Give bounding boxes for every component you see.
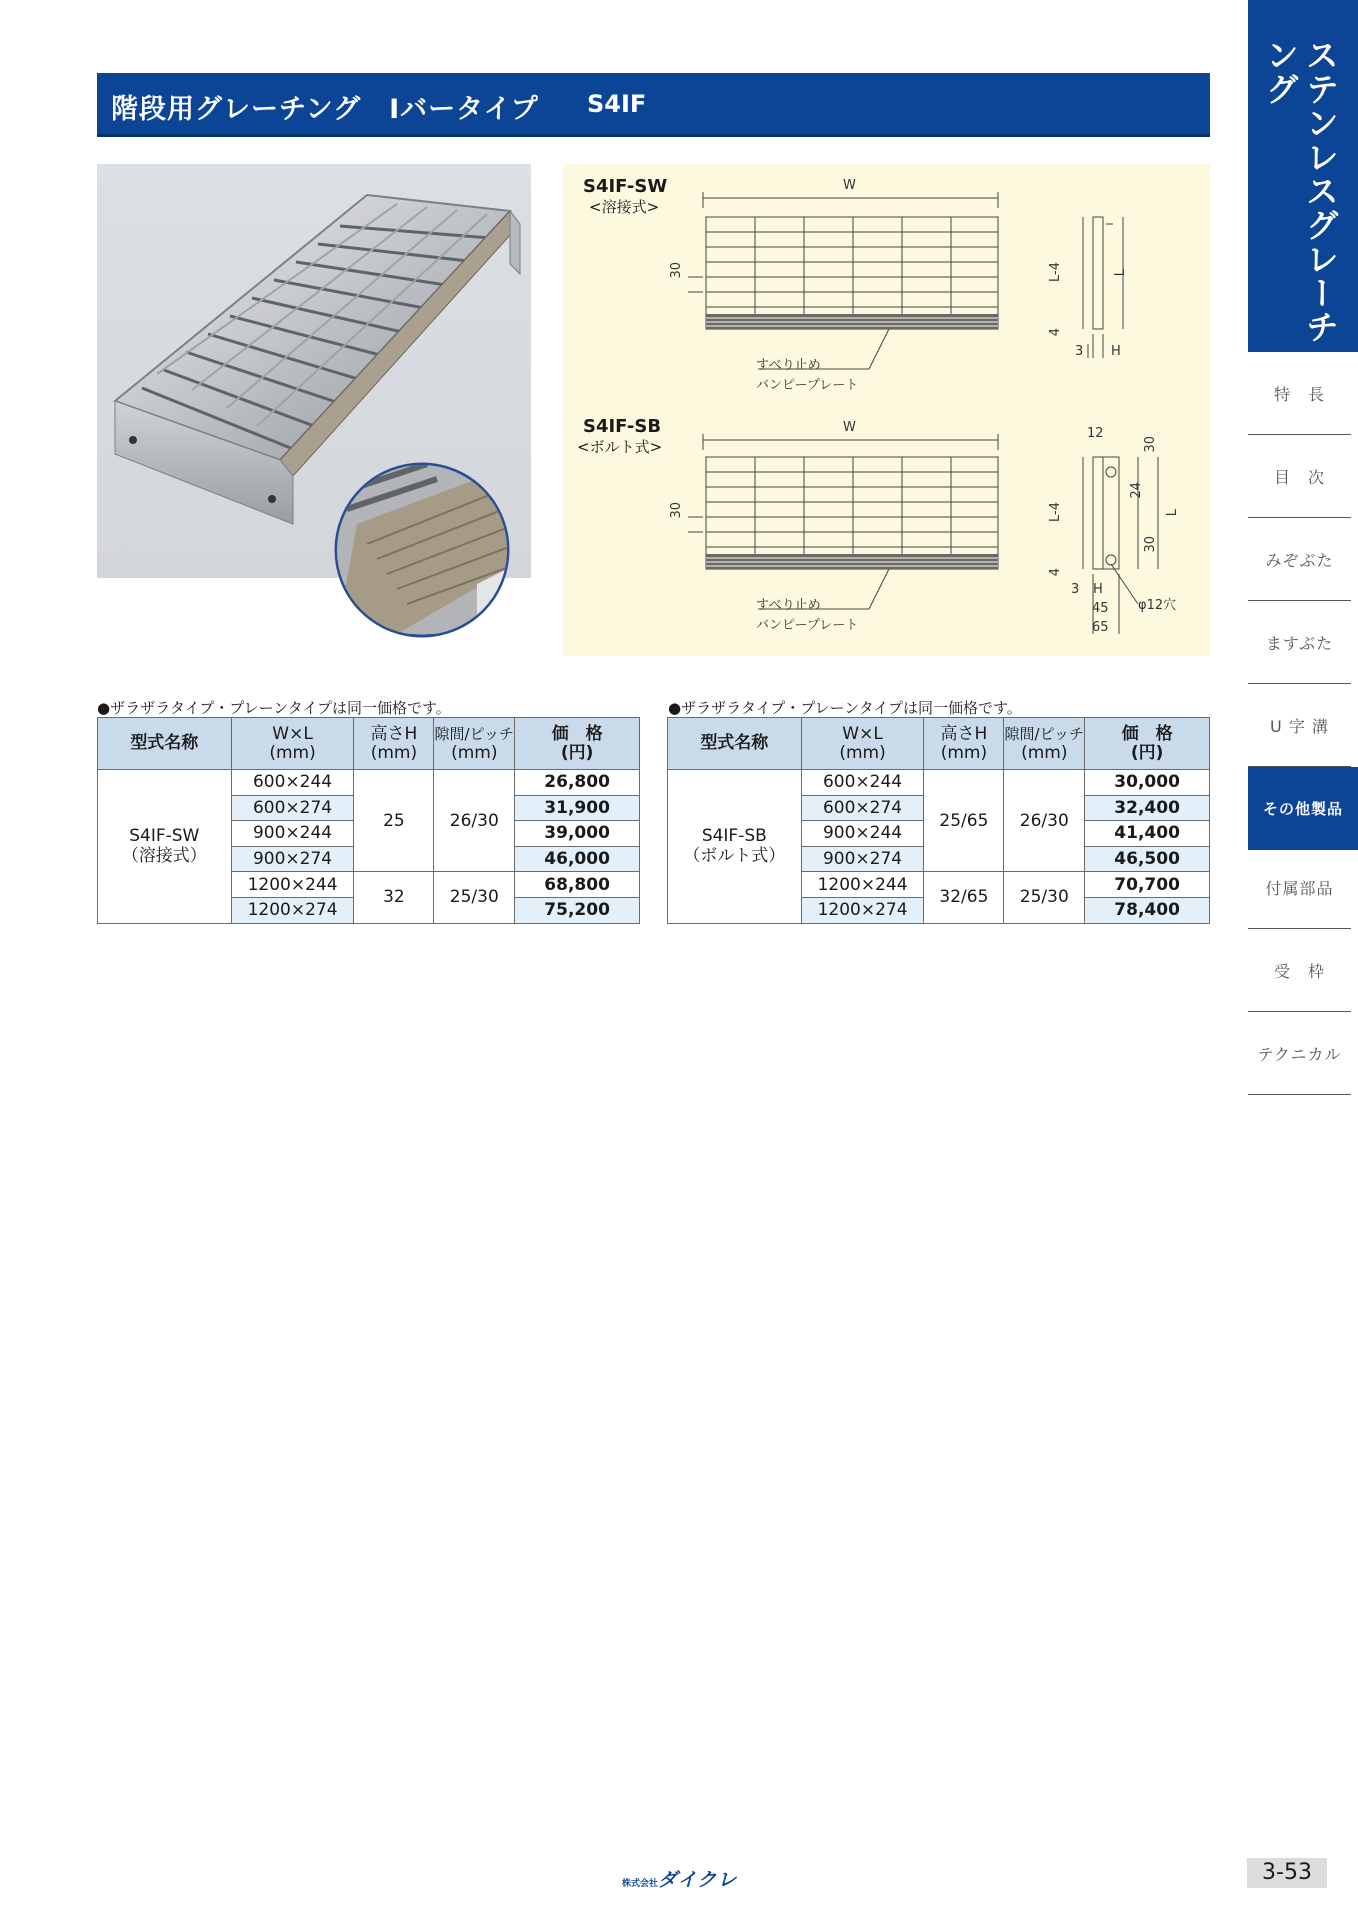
size-cell: 900×244 <box>801 821 924 847</box>
pitch-cell: 25/30 <box>434 872 515 923</box>
model-name-sw: S4IF-SW （溶接式） <box>98 770 232 924</box>
price-table-sw <box>97 717 640 924</box>
sidebar-category-label: ステンレスグレーチング <box>1261 38 1340 344</box>
header-height: 高さH (mm) <box>924 718 1004 770</box>
dim-l4-sw: L-4 <box>1048 262 1063 282</box>
logo-name: ダイクレ <box>658 1869 738 1891</box>
dim-30a-sb: 30 <box>1143 436 1158 453</box>
table-row <box>98 770 640 796</box>
sidebar-item-basin-cover[interactable]: ますぶた <box>1248 601 1351 684</box>
dim-30-sw: 30 <box>669 262 684 279</box>
grating-illustration <box>97 164 637 664</box>
price-note-sb: ●ザラザラタイプ・プレーンタイプは同一価格です。 <box>668 699 1022 717</box>
size-cell: 900×274 <box>801 846 924 872</box>
sidebar-item-frames[interactable]: 受 枠 <box>1248 929 1351 1012</box>
header-pitch: 隙間/ピッチ (mm) <box>1004 718 1085 770</box>
label-bumpy-plate-sw: バンピープレート <box>756 378 859 393</box>
price-table-sb <box>667 717 1210 924</box>
sidebar-category-tab[interactable] <box>1248 0 1358 352</box>
dim-l-sw: L <box>1113 269 1128 277</box>
price-cell: 68,800 <box>515 872 640 898</box>
header-model: 型式名称 <box>98 718 232 770</box>
price-cell: 46,000 <box>515 846 640 872</box>
pitch-cell: 26/30 <box>434 770 515 872</box>
dim-12-sb: 12 <box>1087 426 1104 441</box>
page-number: 3-53 <box>1247 1858 1327 1888</box>
sidebar-item-gutter-cover[interactable]: みぞぶた <box>1248 518 1351 601</box>
sidebar-item-technical[interactable]: テクニカル <box>1248 1012 1351 1095</box>
header-height: 高さH (mm) <box>354 718 434 770</box>
dim-l4-sb: L-4 <box>1048 502 1063 522</box>
price-cell: 75,200 <box>515 897 640 923</box>
pitch-cell: 25/30 <box>1004 872 1085 923</box>
sidebar-item-other-products[interactable]: その他製品 <box>1248 767 1358 850</box>
price-cell: 70,700 <box>1085 872 1210 898</box>
price-cell: 39,000 <box>515 821 640 847</box>
table-row <box>668 770 1210 796</box>
price-cell: 26,800 <box>515 770 640 796</box>
page-title: 階段用グレーチング Iバータイプ <box>111 94 539 125</box>
height-cell: 25 <box>354 770 434 872</box>
dim-h-sb: H <box>1093 582 1103 597</box>
pitch-cell: 26/30 <box>1004 770 1085 872</box>
dim-w-sb: W <box>843 420 856 435</box>
price-cell: 32,400 <box>1085 795 1210 821</box>
height-cell: 25/65 <box>924 770 1004 872</box>
hole-label-sb: φ12穴 <box>1138 598 1177 613</box>
logo-prefix: 株式会社 <box>622 1879 659 1889</box>
header-wl: W×L (mm) <box>801 718 924 770</box>
company-logo <box>622 1865 737 1892</box>
dim-4-sw: 4 <box>1048 328 1063 337</box>
drawing-lines <box>563 164 1210 656</box>
dim-3-sb: 3 <box>1071 582 1080 597</box>
header-pitch: 隙間/ピッチ (mm) <box>434 718 515 770</box>
price-note-sw: ●ザラザラタイプ・プレーンタイプは同一価格です。 <box>97 699 451 717</box>
size-cell: 600×274 <box>231 795 354 821</box>
dim-l-sb: L <box>1165 509 1180 517</box>
header-wl: W×L (mm) <box>231 718 354 770</box>
size-cell: 1200×274 <box>801 897 924 923</box>
price-cell: 46,500 <box>1085 846 1210 872</box>
size-cell: 900×244 <box>231 821 354 847</box>
drawing-subtitle-sb: <ボルト式> <box>577 438 663 456</box>
price-cell: 41,400 <box>1085 821 1210 847</box>
dim-3-sw: 3 <box>1075 344 1084 359</box>
sidebar-item-features[interactable]: 特 長 <box>1248 352 1351 435</box>
page-header-bar <box>97 73 1210 137</box>
technical-drawing-area <box>563 164 1210 656</box>
model-name-sb: S4IF-SB （ボルト式） <box>668 770 802 924</box>
label-nonslip-sw: すべり止め <box>756 358 821 373</box>
size-cell: 1200×244 <box>231 872 354 898</box>
price-cell: 30,000 <box>1085 770 1210 796</box>
drawing-title-sb: S4IF-SB <box>583 416 662 437</box>
dim-30b-sb: 30 <box>1143 536 1158 553</box>
dim-h-sw: H <box>1111 344 1121 359</box>
sidebar-item-u-channel[interactable]: U 字 溝 <box>1248 684 1351 767</box>
drawing-title-sw: S4IF-SW <box>583 176 668 197</box>
header-price: 価 格 (円) <box>1085 718 1210 770</box>
header-price: 価 格 (円) <box>515 718 640 770</box>
product-code: S4IF <box>587 90 647 118</box>
dim-w-sw: W <box>843 178 856 193</box>
dim-24-sb: 24 <box>1129 482 1144 499</box>
sidebar-item-contents[interactable]: 目 次 <box>1248 435 1351 518</box>
height-cell: 32 <box>354 872 434 923</box>
size-cell: 900×274 <box>231 846 354 872</box>
price-cell: 78,400 <box>1085 897 1210 923</box>
sidebar-item-accessories[interactable]: 付属部品 <box>1248 846 1351 929</box>
drawing-subtitle-sw: <溶接式> <box>589 198 660 216</box>
dim-65-sb: 65 <box>1092 620 1109 635</box>
size-cell: 600×274 <box>801 795 924 821</box>
height-cell: 32/65 <box>924 872 1004 923</box>
size-cell: 600×244 <box>231 770 354 796</box>
header-model: 型式名称 <box>668 718 802 770</box>
size-cell: 1200×244 <box>801 872 924 898</box>
product-photo <box>97 164 531 578</box>
label-nonslip-sb: すべり止め <box>756 598 821 613</box>
price-cell: 31,900 <box>515 795 640 821</box>
size-cell: 600×244 <box>801 770 924 796</box>
dim-4-sb: 4 <box>1048 568 1063 577</box>
size-cell: 1200×274 <box>231 897 354 923</box>
label-bumpy-plate-sb: バンピープレート <box>756 618 859 633</box>
dim-45-sb: 45 <box>1092 601 1109 616</box>
dim-30-sb: 30 <box>669 502 684 519</box>
